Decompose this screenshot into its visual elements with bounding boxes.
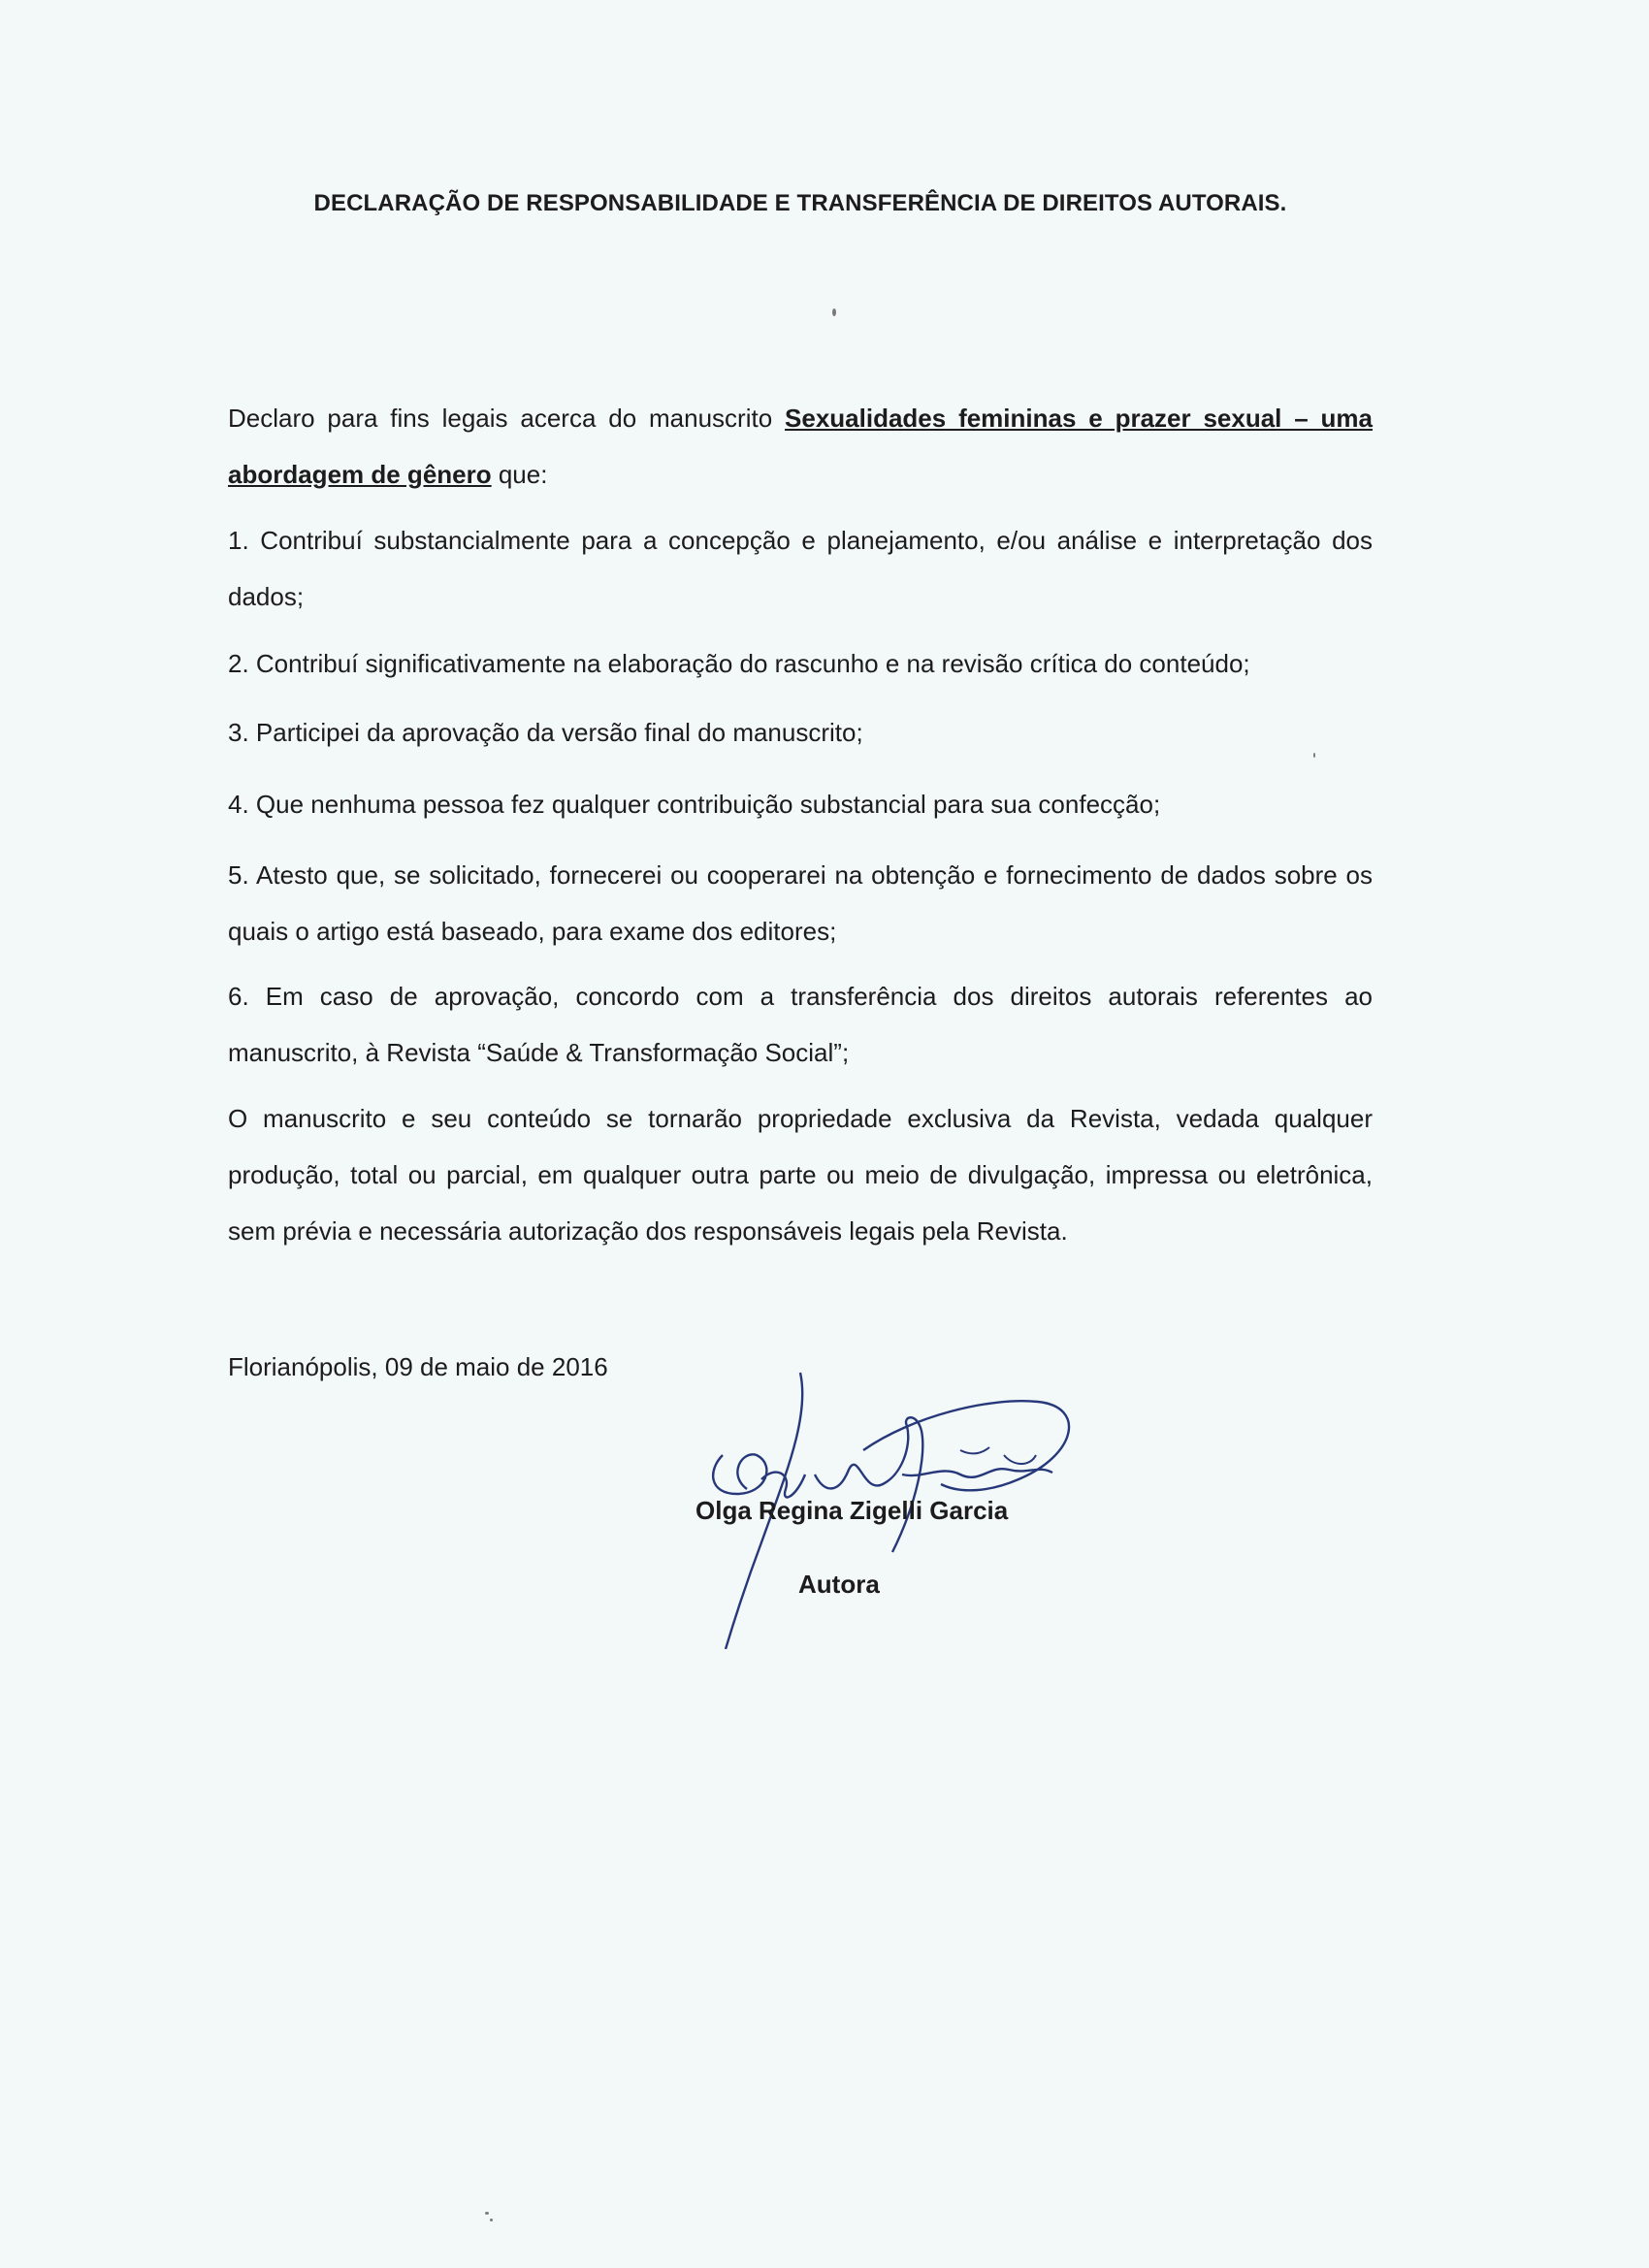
paper-speck [490,2219,493,2221]
declaration-item-5: 5. Atesto que, se solicitado, fornecerei ou cooperarei na obtenção e fornecimento de dados sobre os quais o artigo está baseado, para exame dos editores; [228,860,1373,946]
declaration-item-2: 2. Contribuí significativamente na elaboração do rascunho e na revisão crítica do conteúdo; [228,649,1250,678]
paper-speck [1313,753,1315,758]
intro-paragraph [228,390,1373,502]
declaration-item-4: 4. Que nenhuma pessoa fez qualquer contribuição substancial para sua confecção; [228,790,1161,819]
signer-role: Autora [798,1570,880,1599]
signer-name: Olga Regina Zigelli Garcia [695,1496,1009,1525]
intro-suffix: que: [491,460,548,489]
manuscript-title: Sexualidades femininas e prazer sexual – uma abordagem de gênero [228,404,1373,489]
paper-speck [832,308,836,316]
paper-speck [485,2212,489,2215]
declaration-item-6: 6. Em caso de aprovação, concordo com a transferência dos direitos autorais referentes ao manuscrito, à Revista “Saúde & Transformação Social”; [228,982,1373,1067]
declaration-item-1: 1. Contribuí substancialmente para a concepção e planejamento, e/ou análise e interpretação dos dados; [228,526,1373,611]
place-date: Florianópolis, 09 de maio de 2016 [228,1352,608,1381]
closing-paragraph: O manuscrito e seu conteúdo se tornarão propriedade exclusiva da Revista, vedada qualquer produção, total ou parcial, em qualquer outra parte ou meio de divulgação, impressa ou eletrônica, sem prévia e necessária autorização dos responsáveis legais pela Revista. [228,1104,1373,1246]
declaration-item-3: 3. Participei da aprovação da versão final do manuscrito; [228,718,863,747]
document-title: DECLARAÇÃO DE RESPONSABILIDADE E TRANSFERÊNCIA DE DIREITOS AUTORAIS. [313,190,1287,216]
intro-prefix: Declaro para fins legais acerca do manuscrito [228,404,786,433]
